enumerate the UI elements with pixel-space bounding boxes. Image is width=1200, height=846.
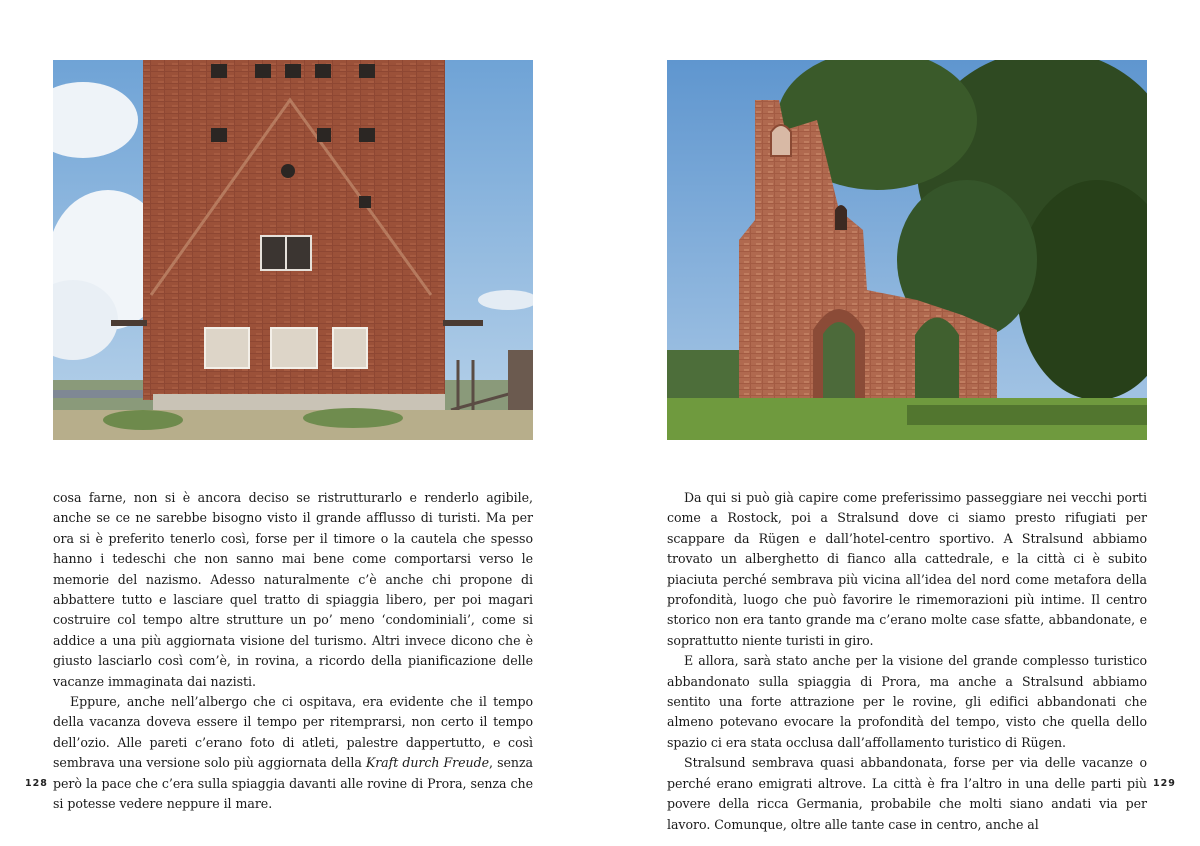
page-number: 129 (1153, 778, 1176, 789)
paragraph: Eppure, anche nell’albergo che ci ospitava, era evidente che il tempo della vacanza doveva essere il tempo per ritemprarsi, non certo il tempo dell’ozio. Alle pareti c’erano foto di atleti, palestre dappertutto, e così sembrava una versione solo più aggiornata della Kraft durch Freude, senza però la pace che c’era sulla spiaggia davanti alle rovine di Prora, senza che si potesse vedere neppure il mare. (53, 694, 533, 812)
left-body-text (53, 488, 533, 815)
paragraph: Stralsund sembrava quasi abbandonata, forse per via delle vacanze o perché erano emigrati altrove. La città è fra l’altro in una delle parti più povere della ricca Germania, probabile che molti siano andati via per lavoro. Comunque, oltre alle tante case in centro, anche al (667, 755, 1147, 832)
paragraph: E allora, sarà stato anche per la visione del grande complesso turistico abbandonato sulla spiaggia di Prora, ma anche a Stralsund abbiamo sentito una forte attrazione per le rovine, gli edifici abbandonati che almeno potevano evocare la profondità del tempo, visto che quella dello spazio ci era stata occlusa dall’affollamento turistico di Rügen. (667, 653, 1147, 750)
paragraph: cosa farne, non si è ancora deciso se ristrutturarlo e renderlo agibile, anche se ce ne sarebbe bisogno visto il grande afflusso di turisti. Ma per ora si è preferito tenerlo così, forse per il timore o la cautela che spesso hanno i tedeschi che non sanno mai bene come comportarsi verso le memorie del nazismo. Adesso naturalmente c’è anche chi propone di abbattere tutto e lasciare quel tratto di spiaggia libero, per poi magari costruire col tempo altre strutture un po’ meno ‘condominiali’, come si addice a una più aggiornata visione del turismo. Altri invece dicono che è giusto lasciarlo così com’è, in rovina, a ricordo della pianificazione delle vacanze immaginata dai nazisti. (53, 490, 533, 689)
church-ruin-photo (667, 60, 1147, 440)
brick-tower-photo (53, 60, 533, 440)
page-number: 128 (25, 778, 48, 789)
right-body-text (667, 488, 1147, 835)
paragraph: Da qui si può già capire come preferissimo passeggiare nei vecchi porti come a Rostock, poi a Stralsund dove ci siamo presto rifugiati per scappare da Rügen e dall’hotel-centro sportivo. A Stralsund abbiamo trovato un alberghetto di fianco alla cattedrale, e la città ci è subito piaciuta perché sembrava più vicina all’idea del nord come metafora della profondità, luogo che può favorire le rimemorazioni più intime. Il centro storico non era tanto grande ma c’erano molte case sfatte, abbandonate, e soprattutto niente turisti in giro. (667, 490, 1147, 648)
right-page (600, 0, 1200, 846)
book-title-italic: Kraft durch Freude (365, 755, 490, 771)
